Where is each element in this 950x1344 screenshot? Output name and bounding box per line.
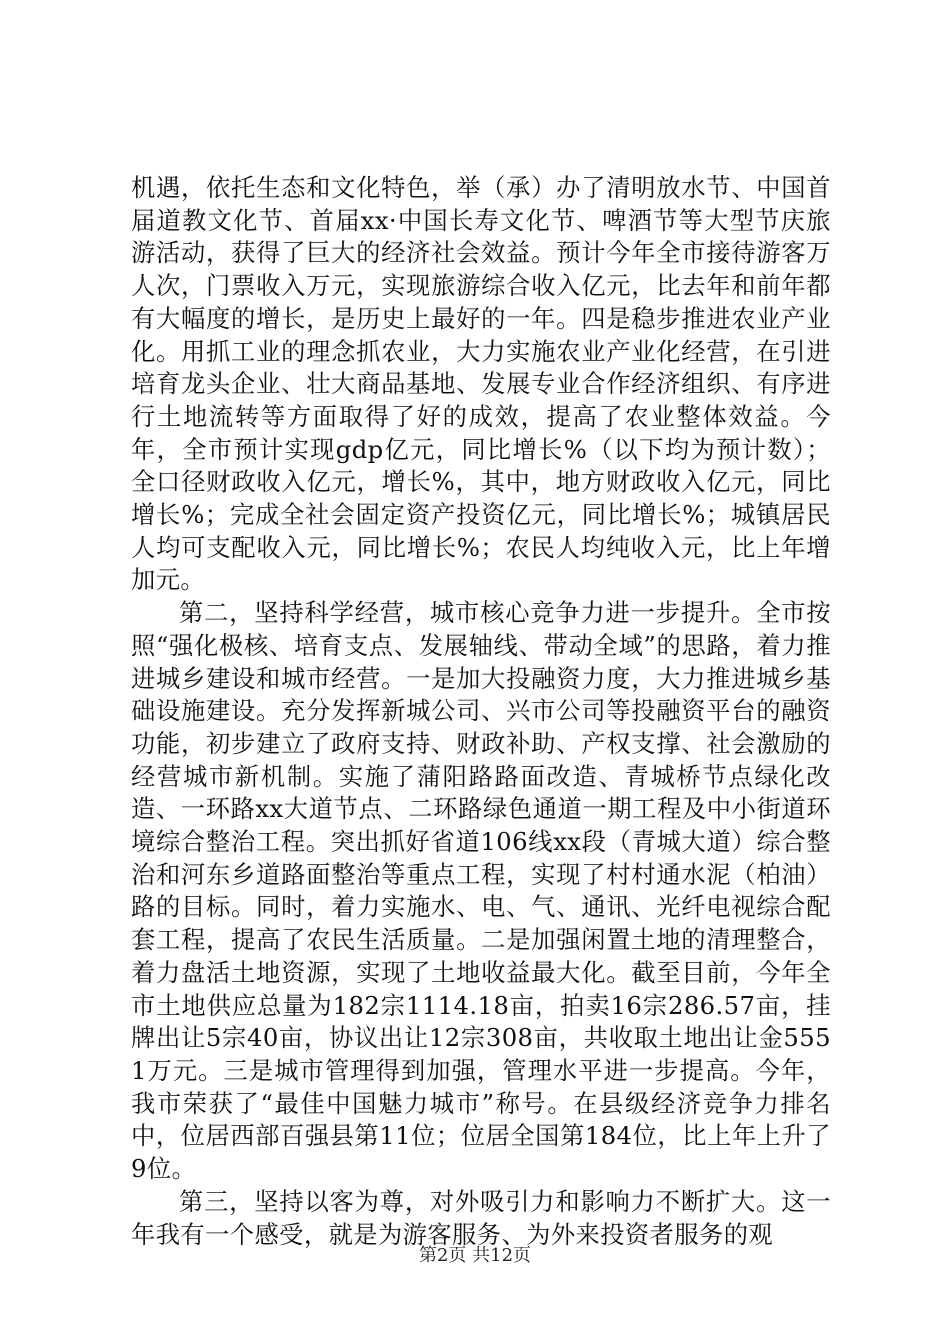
page-number-footer: 第2页 共12页 [418, 1245, 532, 1266]
paragraph-3: 第三，坚持以客为尊，对外吸引力和影响力不断扩大。这一年我有一个感受，就是为游客服务、为外来投资者服务的观 [131, 1186, 831, 1249]
paragraph-2: 第二，坚持科学经营，城市核心竞争力进一步提升。全市按照“强化极核、培育支点、发展轴线、带动全域”的思路，着力推进城乡建设和城市经营。一是加大投融资力度，大力推进城乡基础设施建设。充分发挥新城公司、兴市公司等投融资平台的融资功能，初步建立了政府支持、财政补助、产权支撑、社会激励的经营城市新机制。实施了蒲阳路路面改造、青城桥节点绿化改造、一环路xx大道节点、二环路绿色通道一期工程及中小街道环境综合整治工程。突出抓好省道106线xx段（青城大道）综合整治和河东乡道路面整治等重点工程，实现了村村通水泥（柏油）路的目标。同时，着力实施水、电、气、通讯、光纤电视综合配套工程，提高了农民生活质量。二是加强闲置土地的清理整合，着力盘活土地资源，实现了土地收益最大化。截至目前，今年全市土地供应总量为182宗1114.18亩，拍卖16宗286.57亩，挂牌出让5宗40亩，协议出让12宗308亩，共收取土地出让金5551万元。三是城市管理得到加强，管理水平进一步提高。今年，我市荣获了“最佳中国魅力城市”称号。在县级经济竞争力排名中，位居西部百强县第11位；位居全国第184位，比上年上升了9位。 [131, 598, 831, 1184]
document-body [131, 172, 831, 1251]
paragraph-1: 机遇，依托生态和文化特色，举（承）办了清明放水节、中国首届道教文化节、首届xx·中国长寿文化节、啤酒节等大型节庆旅游活动，获得了巨大的经济社会效益。预计今年全市接待游客万人次，门票收入万元，实现旅游综合收入亿元，比去年和前年都有大幅度的增长，是历史上最好的一年。四是稳步推进农业产业化。用抓工业的理念抓农业，大力实施农业产业化经营，在引进培育龙头企业、壮大商品基地、发展专业合作经济组织、有序进行土地流转等方面取得了好的成效，提高了农业整体效益。今年，全市预计实现gdp亿元，同比增长%（以下均为预计数）；全口径财政收入亿元，增长%，其中，地方财政收入亿元，同比增长%；完成全社会固定资产投资亿元，同比增长%；城镇居民人均可支配收入元，同比增长%；农民人均纯收入元，比上年增加元。 [131, 173, 831, 595]
